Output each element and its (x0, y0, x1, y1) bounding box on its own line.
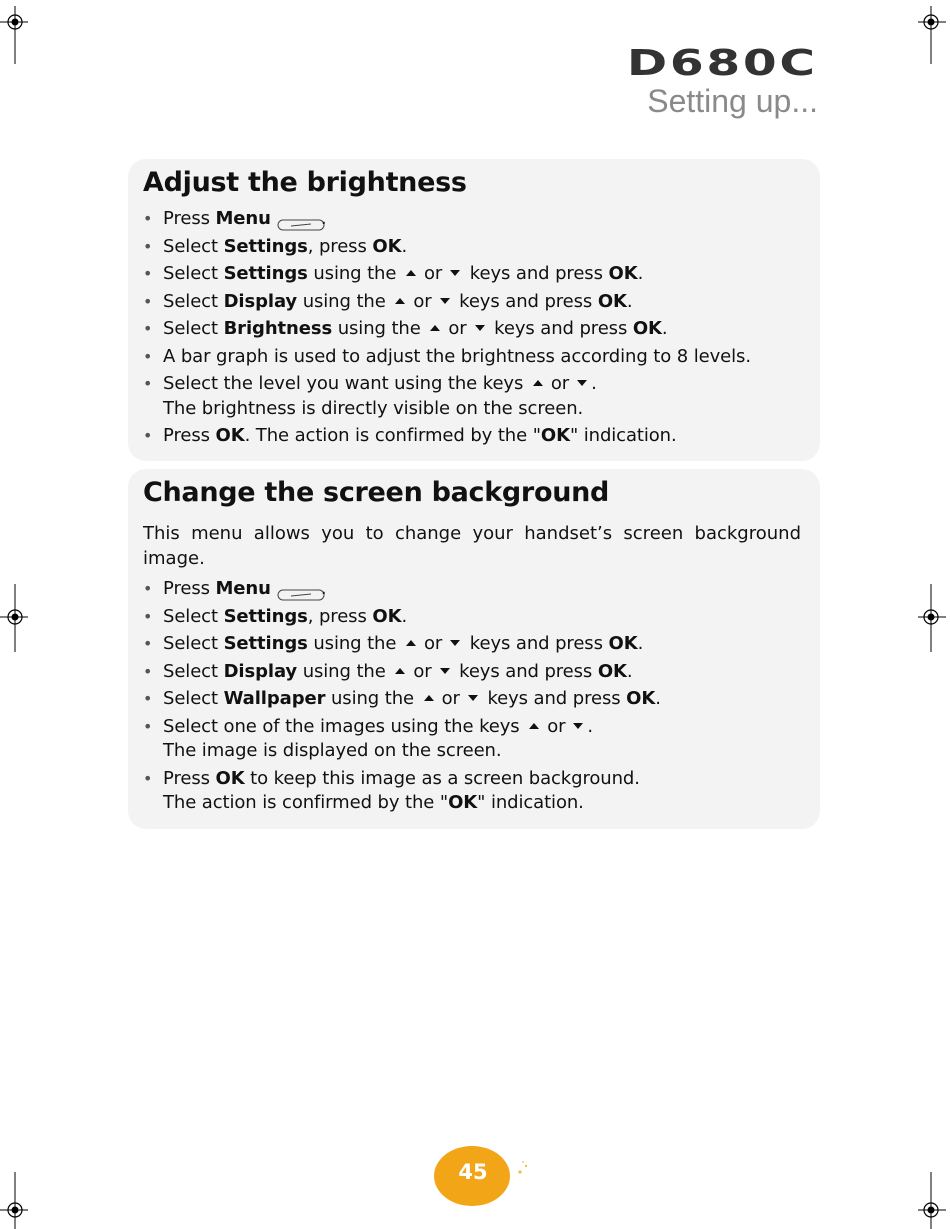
down-arrow-icon (464, 687, 482, 712)
key-term: OK (597, 660, 627, 682)
step-text: or (413, 290, 432, 312)
step-item (143, 715, 802, 764)
step-text: The action is confirmed by the " (163, 792, 449, 813)
step-text: or (413, 660, 432, 682)
step-text: keys and press (481, 688, 627, 709)
up-arrow-icon (529, 372, 547, 397)
step-text: Press (163, 208, 216, 229)
page-number: 45 (458, 1160, 488, 1184)
step-item (143, 660, 802, 685)
step-text: or (448, 318, 467, 339)
step-text: using the (297, 660, 392, 682)
step-list (143, 577, 802, 816)
step-item (143, 262, 802, 287)
menu-softkey-icon (277, 214, 321, 224)
step-text: Select one of the images using the keys (163, 715, 526, 737)
step-text: Press (163, 578, 216, 599)
step-text: A bar graph is used to adjust the brightness according to 8 levels. (163, 345, 751, 367)
key-term: OK (372, 235, 402, 257)
key-term: OK (215, 767, 245, 789)
step-item (143, 632, 802, 657)
model-name: D680C (627, 43, 818, 84)
step-item (143, 372, 802, 421)
step-text: . (637, 263, 644, 284)
step-text: Select (163, 688, 224, 709)
key-term: OK (540, 425, 570, 446)
step-text: . (401, 235, 408, 257)
step-text: Select (163, 660, 224, 682)
page-header (627, 43, 818, 119)
step-text: or (550, 373, 570, 394)
down-arrow-icon (436, 660, 454, 685)
step-item (143, 577, 802, 602)
step-item (143, 767, 802, 816)
step-text: Select (163, 605, 224, 627)
step-text: . (401, 605, 408, 627)
background-section (128, 469, 820, 829)
up-arrow-icon (391, 660, 409, 685)
page-number-badge (434, 1146, 512, 1206)
key-term: Display (223, 290, 298, 312)
step-text: using the (297, 290, 392, 312)
step-text: Select the level you want using the keys (163, 373, 529, 394)
step-text: . (320, 578, 327, 599)
step-text: keys and press (464, 633, 609, 654)
down-arrow-icon (436, 290, 454, 315)
step-text: . (320, 208, 327, 229)
step-text: or (547, 715, 566, 737)
step-item (143, 317, 802, 342)
key-term: Settings (223, 605, 308, 627)
step-text: using the (325, 688, 420, 709)
step-item (143, 290, 802, 315)
step-text: keys and press (453, 290, 598, 312)
down-arrow-icon (569, 715, 587, 740)
step-item (143, 207, 802, 232)
key-term: Menu (215, 578, 271, 599)
step-text: . (637, 633, 644, 654)
step-text: or (423, 633, 443, 654)
section-title: Change the screen background (143, 477, 610, 508)
step-text: using the (332, 318, 427, 339)
step-text: Select (163, 235, 224, 257)
up-arrow-icon (426, 317, 444, 342)
step-item (143, 687, 802, 712)
key-term: OK (608, 633, 638, 654)
key-term: OK (626, 688, 656, 709)
step-text: . (655, 688, 661, 709)
up-arrow-icon (391, 290, 409, 315)
step-text: using the (307, 633, 402, 654)
up-arrow-icon (402, 632, 420, 657)
step-text: " indication. (569, 425, 677, 446)
step-text: to keep this image as a screen background. (244, 767, 640, 789)
step-text: keys and press (464, 263, 609, 284)
up-arrow-icon (525, 715, 543, 740)
key-term: Settings (223, 235, 308, 257)
step-text: keys and press (488, 318, 633, 339)
section-title: Adjust the brightness (143, 167, 467, 198)
key-term: OK (448, 792, 478, 813)
registration-mark-icon (916, 584, 946, 614)
section-intro: This menu allows you to change your handset’s screen background image. (143, 523, 801, 569)
registration-mark-icon (916, 1172, 946, 1202)
step-item (143, 345, 802, 370)
step-item (143, 605, 802, 630)
step-text: Select (163, 633, 224, 654)
step-text: Select (163, 290, 224, 312)
step-text: or (441, 688, 460, 709)
up-arrow-icon (420, 687, 438, 712)
key-term: Settings (223, 263, 308, 284)
step-text: Press (163, 767, 216, 789)
step-text: The image is displayed on the screen. (163, 740, 502, 761)
registration-mark-icon (0, 6, 30, 36)
registration-mark-icon (0, 584, 30, 614)
brightness-section (128, 159, 820, 461)
step-text: Select (163, 318, 224, 339)
step-text: " indication. (477, 792, 584, 813)
registration-mark-icon (0, 1172, 30, 1202)
step-text: keys and press (453, 660, 598, 682)
step-text: The brightness is directly visible on the screen. (163, 397, 584, 419)
key-term: OK (372, 605, 402, 627)
step-text: , press (307, 605, 373, 627)
key-term: Brightness (223, 318, 333, 339)
key-term: Display (223, 660, 298, 682)
menu-softkey-icon (277, 584, 321, 594)
chapter-title: Setting up... (647, 83, 818, 119)
step-text: Select (163, 263, 224, 284)
step-text: . (626, 290, 633, 312)
key-term: OK (597, 290, 627, 312)
step-text: . (661, 318, 668, 339)
step-item (143, 235, 802, 260)
key-term: Settings (223, 633, 308, 654)
key-term: OK (215, 425, 245, 446)
step-text: . (591, 373, 597, 394)
step-text: . (587, 715, 594, 737)
step-text: using the (307, 263, 402, 284)
down-arrow-icon (471, 317, 489, 342)
step-list (143, 207, 802, 449)
step-text: , press (307, 235, 373, 257)
registration-mark-icon (916, 6, 946, 36)
up-arrow-icon (402, 262, 420, 287)
step-text: Press (163, 425, 216, 446)
step-text: . The action is confirmed by the " (244, 425, 541, 446)
key-term: Menu (215, 208, 271, 229)
step-text: or (423, 263, 443, 284)
key-term: OK (632, 318, 662, 339)
step-item (143, 424, 802, 449)
step-text: . (626, 660, 633, 682)
down-arrow-icon (446, 262, 464, 287)
key-term: OK (608, 263, 638, 284)
down-arrow-icon (446, 632, 464, 657)
down-arrow-icon (573, 372, 591, 397)
key-term: Wallpaper (223, 688, 326, 709)
